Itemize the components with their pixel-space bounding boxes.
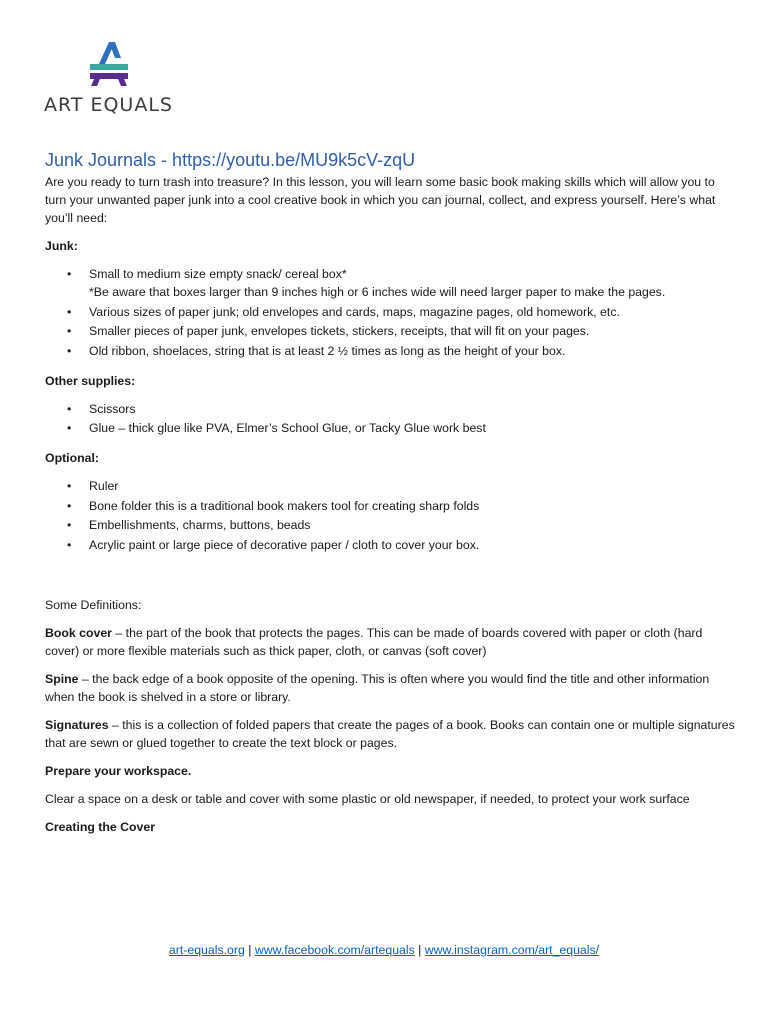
instagram-link[interactable]: www.instagram.com/art_equals/ <box>424 943 600 957</box>
list-item: • Old ribbon, shoelaces, string that is at least 2 ½ times as long as the height of your box. <box>89 342 735 360</box>
optional-label: Optional: <box>45 451 99 465</box>
footer-links <box>0 943 768 957</box>
document-body <box>45 148 735 846</box>
definition-signatures: Signatures – this is a collection of folded papers that create the pages of a book. Books can contain one or multiple signatures that are sewn or glued together to create the text block or pages. <box>45 717 735 750</box>
definition-book-cover: Book cover – the part of the book that protects the pages. This can be made of boards covered with paper or cloth (hard cover) or more flexible materials such as thick paper, cloth, or canvas (soft cover) <box>45 625 703 658</box>
list-item: • Smaller pieces of paper junk, envelopes tickets, stickers, receipts, that will fit on your pages. <box>89 322 735 340</box>
website-link[interactable]: art-equals.org <box>168 943 245 957</box>
list-item: • Small to medium size empty snack/ cereal box* *Be aware that boxes larger than 9 inches high or 6 inches wide will need larger paper to make the pages. <box>89 265 735 301</box>
list-item: • Embellishments, charms, buttons, beads <box>89 516 735 534</box>
list-item: • Acrylic paint or large piece of decorative paper / cloth to cover your box. <box>89 536 735 554</box>
other-supplies-label: Other supplies: <box>45 373 136 388</box>
cover-heading: Creating the Cover <box>45 819 156 834</box>
list-item: • Ruler <box>89 477 735 495</box>
definitions-heading: Some Definitions: <box>45 597 142 612</box>
art-equals-logo <box>44 42 173 116</box>
junk-list <box>45 265 735 360</box>
box-size-note: *Be aware that boxes larger than 9 inches high or 6 inches wide will need larger paper to make the pages. <box>89 285 666 299</box>
logo-wordmark: ART EQUALS <box>44 94 173 116</box>
footer-separator: | <box>414 943 425 957</box>
list-item: • Bone folder this is a traditional book makers tool for creating sharp folds <box>89 497 735 515</box>
art-equals-logo-icon <box>88 42 130 86</box>
intro-paragraph: Are you ready to turn trash into treasure? In this lesson, you will learn some basic book making skills which will allow you to turn your unwanted paper junk into a cool creative book in which you can journal, collect, and express yourself. Here’s what you’ll need: <box>45 175 716 225</box>
list-item: • Scissors <box>89 400 735 418</box>
footer-separator: | <box>244 943 255 957</box>
definition-spine: Spine – the back edge of a book opposite of the opening. This is often where you would find the title and other information when the book is shelved in a store or library. <box>45 671 710 704</box>
list-item: • Glue – thick glue like PVA, Elmer’s School Glue, or Tacky Glue work best <box>89 419 735 437</box>
junk-label: Junk: <box>45 239 78 253</box>
facebook-link[interactable]: www.facebook.com/artequals <box>254 943 415 957</box>
workspace-heading: Prepare your workspace. <box>45 763 192 778</box>
page-title: Junk Journals - https://youtu.be/MU9k5cV-zqU <box>45 150 416 170</box>
other-supplies-list <box>45 400 735 438</box>
workspace-text: Clear a space on a desk or table and cover with some plastic or old newspaper, if needed, to protect your work surface <box>45 791 690 806</box>
list-item: • Various sizes of paper junk; old envelopes and cards, maps, magazine pages, old homework, etc. <box>89 303 735 321</box>
optional-list <box>45 477 735 554</box>
